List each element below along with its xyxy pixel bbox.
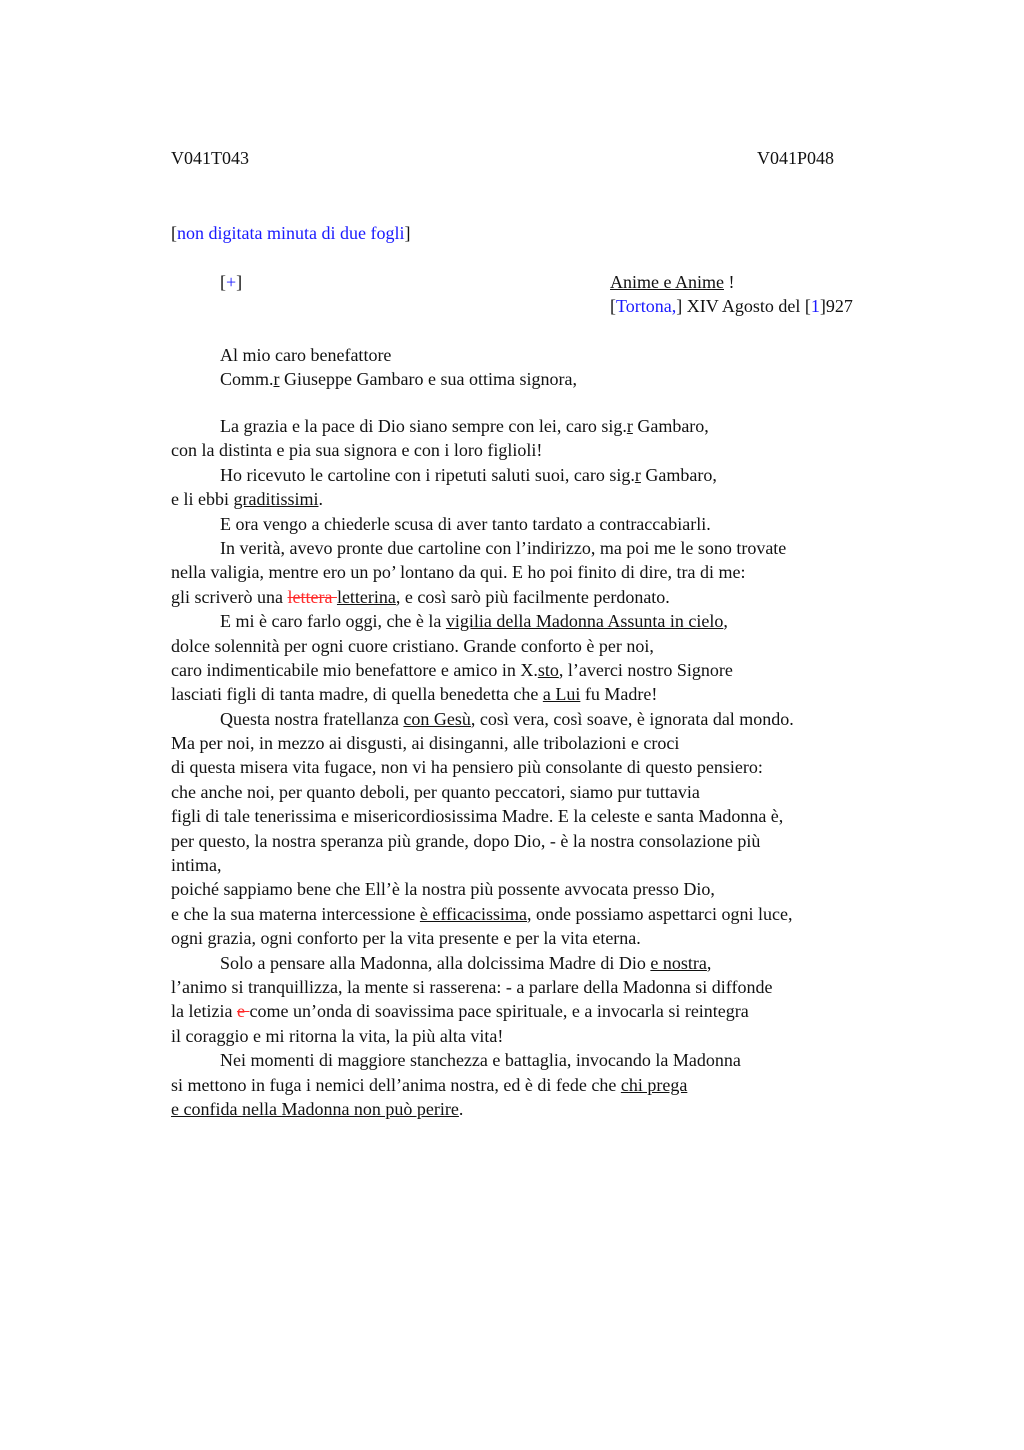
letter-line: con la distinta e pia sua signora e con i loro figlioli! (171, 440, 543, 461)
letter-line: dolce solennità per ogni cuore cristiano. Grande conforto è per noi, (171, 635, 654, 656)
letter-line: di questa misera vita fugace, non vi ha pensiero più consolante di questo pensiero: (171, 757, 763, 778)
letter-line: si mettono in fuga i nemici dell’anima nostra, ed è di fede che chi prega (171, 1074, 688, 1095)
letter-line: la letizia e come un’onda di soavissima pace spirituale, e a invocarla si reintegra (171, 1001, 749, 1022)
letter-line: e confida nella Madonna non può perire. (171, 1098, 464, 1119)
letter-line: figli di tale tenerissima e misericordiosissima Madre. E la celeste e santa Madonna è, (171, 806, 784, 827)
dateline-digit: 1 (810, 296, 820, 316)
letter-line: Ma per noi, in mezzo ai disgusti, ai disinganni, alle tribolazioni e croci (171, 733, 680, 754)
document-code-left: V041T043 (171, 148, 249, 168)
dateline-place: Tortona, (616, 296, 677, 316)
strikethrough-deletion: e (236, 1001, 250, 1022)
letter-line: poiché sappiamo bene che Ell’è la nostra più possente avvocata presso Dio, (171, 879, 715, 900)
letter-line: La grazia e la pace di Dio siano sempre con lei, caro sig.r Gambaro, (220, 416, 709, 436)
letter-line: gli scriverò una lettera letterina, e così sarò più facilmente perdonato. (171, 586, 670, 607)
bracket-open: [ (171, 223, 177, 243)
letter-line: ogni grazia, ogni conforto per la vita presente e per la vita eterna. (171, 928, 641, 949)
letter-line: Nei momenti di maggiore stanchezza e battaglia, invocando la Madonna (220, 1050, 741, 1071)
letter-line: E mi è caro farlo oggi, che è la vigilia della Madonna Assunta in cielo, (220, 611, 728, 632)
document-code-right: V041P048 (757, 148, 835, 168)
bracket-close: ] (404, 223, 411, 243)
letter-line: e che la sua materna intercessione è efficacissima, onde possiamo aspettarci ogni luce, (171, 903, 793, 924)
letter-line: Ho ricevuto le cartoline con i ripetuti saluti suoi, caro sig.r Gambaro, (220, 464, 717, 485)
letter-line: e li ebbi graditissimi. (171, 489, 323, 510)
letter-line: intima, (171, 855, 222, 876)
editorial-note (171, 221, 410, 245)
letter-line: che anche noi, per quanto deboli, per quanto peccatori, siamo pur tuttavia (171, 781, 700, 802)
letter-line: Questa nostra fratellanza con Gesù, così vera, così soave, è ignorata dal mondo. (220, 708, 794, 729)
letter-line: lasciati figli di tanta madre, di quella benedetta che a Lui fu Madre! (171, 684, 658, 705)
strikethrough-deletion: lettera (287, 586, 337, 607)
letter-line: caro indimenticabile mio benefattore e amico in X.sto, l’averci nostro Signore (171, 659, 733, 680)
cross-symbol: + (226, 272, 237, 292)
cross-mark: [+] (220, 272, 243, 292)
address-line-2: Comm.r Giuseppe Gambaro e sua ottima signora, (220, 369, 577, 389)
letter-line: In verità, avevo pronte due cartoline con l’indirizzo, ma poi me le sono trovate (220, 537, 787, 558)
editorial-note-text: non digitata minuta di due fogli (177, 223, 405, 243)
letter-line: nella valigia, mentre ero un po’ lontano da qui. E ho poi finito di dire, tra di me: (171, 562, 746, 583)
letter-line: il coraggio e mi ritorna la vita, la più alta vita! (171, 1025, 504, 1046)
address-line-1: Al mio caro benefattore (220, 345, 392, 365)
letter-title: Anime e Anime ! (610, 272, 735, 292)
letter-title-text: Anime e Anime (610, 272, 724, 292)
dateline: [Tortona,] XIV Agosto del [1]927 (610, 296, 853, 316)
letter-line: l’animo si tranquillizza, la mente si rasserena: - a parlare della Madonna si diffonde (171, 976, 773, 997)
letter-body (171, 414, 891, 1121)
letter-line: per questo, la nostra speranza più grande, dopo Dio, - è la nostra consolazione più (171, 830, 761, 851)
letter-line: Solo a pensare alla Madonna, alla dolcissima Madre di Dio e nostra, (220, 952, 712, 973)
letter-line: E ora vengo a chiederle scusa di aver tanto tardato a contraccabiarli. (220, 513, 711, 534)
